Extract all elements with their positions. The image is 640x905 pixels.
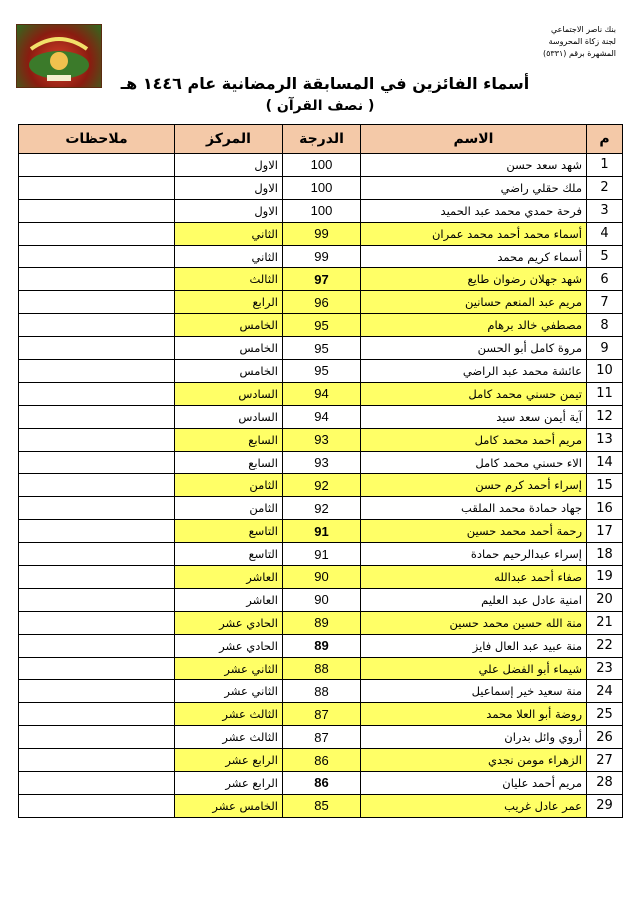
winner-rank: الخامس <box>175 360 283 383</box>
table-row <box>19 405 623 428</box>
winner-name: امنية عادل عبد العليم <box>361 588 587 611</box>
table-row <box>19 268 623 291</box>
winner-name: شهد جهلان رضوان طايع <box>361 268 587 291</box>
winner-notes <box>19 405 175 428</box>
table-row <box>19 291 623 314</box>
winner-rank: الخامس <box>175 337 283 360</box>
row-number: 15 <box>587 474 623 497</box>
winner-score: 93 <box>283 451 361 474</box>
winner-name: فرحة حمدي محمد عبد الحميد <box>361 199 587 222</box>
winner-rank: الثاني <box>175 222 283 245</box>
winner-name: عائشة محمد عبد الراضي <box>361 360 587 383</box>
table-row <box>19 245 623 268</box>
winner-notes <box>19 222 175 245</box>
winner-name: الزهراء مومن نجدي <box>361 749 587 772</box>
winner-name: أسماء كريم محمد <box>361 245 587 268</box>
row-number: 11 <box>587 382 623 405</box>
winner-score: 100 <box>283 154 361 177</box>
winner-name: رحمة أحمد محمد حسين <box>361 520 587 543</box>
table-row <box>19 703 623 726</box>
winner-score: 95 <box>283 360 361 383</box>
winner-rank: الثامن <box>175 474 283 497</box>
row-number: 13 <box>587 428 623 451</box>
table-row <box>19 611 623 634</box>
winner-score: 90 <box>283 566 361 589</box>
winner-rank: العاشر <box>175 566 283 589</box>
table-row <box>19 428 623 451</box>
winner-rank: الاول <box>175 176 283 199</box>
winner-notes <box>19 657 175 680</box>
winner-rank: الرابع <box>175 291 283 314</box>
row-number: 16 <box>587 497 623 520</box>
winner-score: 100 <box>283 199 361 222</box>
row-number: 26 <box>587 726 623 749</box>
row-number: 23 <box>587 657 623 680</box>
winner-notes <box>19 520 175 543</box>
winner-name: شيماء أبو الفضل علي <box>361 657 587 680</box>
org-line-1: بنك ناصر الاجتماعي <box>551 25 616 34</box>
winner-rank: السادس <box>175 405 283 428</box>
row-number: 14 <box>587 451 623 474</box>
winner-rank: الثالث <box>175 268 283 291</box>
winner-notes <box>19 154 175 177</box>
winner-notes <box>19 474 175 497</box>
winner-notes <box>19 428 175 451</box>
table-row <box>19 382 623 405</box>
winner-name: جهاد حمادة محمد الملقب <box>361 497 587 520</box>
row-number: 3 <box>587 199 623 222</box>
winner-rank: الثالث عشر <box>175 726 283 749</box>
winner-name: مريم عبد المنعم حسانين <box>361 291 587 314</box>
winner-notes <box>19 291 175 314</box>
winner-rank: الرابع عشر <box>175 749 283 772</box>
winner-name: مريم أحمد محمد كامل <box>361 428 587 451</box>
winner-score: 97 <box>283 268 361 291</box>
table-row <box>19 176 623 199</box>
winner-score: 99 <box>283 245 361 268</box>
winner-score: 88 <box>283 657 361 680</box>
winner-score: 92 <box>283 474 361 497</box>
winner-notes <box>19 314 175 337</box>
row-number: 7 <box>587 291 623 314</box>
row-number: 19 <box>587 566 623 589</box>
table-row <box>19 360 623 383</box>
table-row <box>19 497 623 520</box>
winner-name: منة سعيد خير إسماعيل <box>361 680 587 703</box>
winner-name: إسراء عبدالرحيم حمادة <box>361 543 587 566</box>
winner-notes <box>19 451 175 474</box>
row-number: 8 <box>587 314 623 337</box>
winner-notes <box>19 634 175 657</box>
row-number: 10 <box>587 360 623 383</box>
winner-notes <box>19 360 175 383</box>
table-row <box>19 314 623 337</box>
winner-name: صفاء أحمد عبدالله <box>361 566 587 589</box>
column-header-score: الدرجة <box>283 125 361 154</box>
table-row <box>19 588 623 611</box>
row-number: 5 <box>587 245 623 268</box>
row-number: 27 <box>587 749 623 772</box>
winner-name: عمر عادل غريب <box>361 794 587 817</box>
winner-notes <box>19 199 175 222</box>
org-line-2: لجنة زكاة المحروسة <box>548 37 616 46</box>
winner-rank: العاشر <box>175 588 283 611</box>
table-row <box>19 772 623 795</box>
table-header-row <box>19 125 623 154</box>
winner-rank: السابع <box>175 428 283 451</box>
organization-logo <box>16 24 102 88</box>
winner-name: أروي وائل بدران <box>361 726 587 749</box>
row-number: 29 <box>587 794 623 817</box>
table-row <box>19 657 623 680</box>
winner-rank: الخامس <box>175 314 283 337</box>
table-row <box>19 634 623 657</box>
winner-score: 99 <box>283 222 361 245</box>
winner-rank: التاسع <box>175 543 283 566</box>
winner-rank: السابع <box>175 451 283 474</box>
winner-rank: التاسع <box>175 520 283 543</box>
table-row <box>19 794 623 817</box>
winner-name: شهد سعد حسن <box>361 154 587 177</box>
winner-notes <box>19 382 175 405</box>
row-number: 6 <box>587 268 623 291</box>
row-number: 24 <box>587 680 623 703</box>
winner-score: 91 <box>283 543 361 566</box>
winner-name: مروة كامل أبو الحسن <box>361 337 587 360</box>
winner-score: 94 <box>283 382 361 405</box>
row-number: 20 <box>587 588 623 611</box>
org-line-3: المشهرة برقم (٥٣٣١) <box>542 49 616 58</box>
table-row <box>19 543 623 566</box>
winner-score: 86 <box>283 772 361 795</box>
winner-name: روضة أبو العلا محمد <box>361 703 587 726</box>
winner-score: 89 <box>283 634 361 657</box>
winner-notes <box>19 703 175 726</box>
page-subtitle: ( نصف القرآن ) <box>265 98 375 114</box>
winner-notes <box>19 772 175 795</box>
winner-rank: الحادي عشر <box>175 611 283 634</box>
winner-score: 85 <box>283 794 361 817</box>
winner-notes <box>19 543 175 566</box>
winner-rank: الثاني عشر <box>175 657 283 680</box>
winner-notes <box>19 176 175 199</box>
winner-score: 87 <box>283 703 361 726</box>
table-row <box>19 726 623 749</box>
winner-notes <box>19 726 175 749</box>
winner-notes <box>19 268 175 291</box>
winner-score: 89 <box>283 611 361 634</box>
row-number: 17 <box>587 520 623 543</box>
column-header-num: م <box>587 125 623 154</box>
winner-rank: الاول <box>175 154 283 177</box>
winner-score: 95 <box>283 337 361 360</box>
table-row <box>19 154 623 177</box>
winner-notes <box>19 588 175 611</box>
table-row <box>19 680 623 703</box>
winner-name: الاء حسني محمد كامل <box>361 451 587 474</box>
row-number: 25 <box>587 703 623 726</box>
winner-rank: الحادي عشر <box>175 634 283 657</box>
winner-rank: الثاني <box>175 245 283 268</box>
table-row <box>19 199 623 222</box>
column-header-name: الاسم <box>361 125 587 154</box>
row-number: 9 <box>587 337 623 360</box>
table-row <box>19 520 623 543</box>
winner-score: 94 <box>283 405 361 428</box>
column-header-rank: المركز <box>175 125 283 154</box>
row-number: 4 <box>587 222 623 245</box>
winner-name: آية أيمن سعد سيد <box>361 405 587 428</box>
winner-name: تيمن حسني محمد كامل <box>361 382 587 405</box>
row-number: 28 <box>587 772 623 795</box>
winner-notes <box>19 680 175 703</box>
row-number: 18 <box>587 543 623 566</box>
winner-score: 88 <box>283 680 361 703</box>
table-row <box>19 474 623 497</box>
table-row <box>19 566 623 589</box>
winner-rank: الخامس عشر <box>175 794 283 817</box>
row-number: 12 <box>587 405 623 428</box>
winner-name: مصطفي خالد برهام <box>361 314 587 337</box>
winner-score: 100 <box>283 176 361 199</box>
organization-info <box>476 24 616 60</box>
winner-score: 95 <box>283 314 361 337</box>
column-header-notes: ملاحظات <box>19 125 175 154</box>
winners-table <box>18 124 623 818</box>
winner-notes <box>19 611 175 634</box>
winner-rank: الثاني عشر <box>175 680 283 703</box>
row-number: 21 <box>587 611 623 634</box>
winner-notes <box>19 245 175 268</box>
winner-name: أسماء محمد أحمد محمد عمران <box>361 222 587 245</box>
winner-notes <box>19 337 175 360</box>
table-row <box>19 451 623 474</box>
winner-name: منة عبيد عبد العال فايز <box>361 634 587 657</box>
winner-score: 90 <box>283 588 361 611</box>
table-row <box>19 222 623 245</box>
winner-name: ملك حقلي راضي <box>361 176 587 199</box>
winner-score: 86 <box>283 749 361 772</box>
logo-emblem-icon <box>17 25 101 87</box>
winner-rank: السادس <box>175 382 283 405</box>
row-number: 2 <box>587 176 623 199</box>
winner-rank: الرابع عشر <box>175 772 283 795</box>
winner-name: إسراء أحمد كرم حسن <box>361 474 587 497</box>
winner-notes <box>19 566 175 589</box>
winner-notes <box>19 497 175 520</box>
row-number: 22 <box>587 634 623 657</box>
table-row <box>19 749 623 772</box>
row-number: 1 <box>587 154 623 177</box>
winner-score: 91 <box>283 520 361 543</box>
winner-rank: الاول <box>175 199 283 222</box>
winner-rank: الثالث عشر <box>175 703 283 726</box>
winner-name: منة الله حسين محمد حسين <box>361 611 587 634</box>
winner-name: مريم أحمد عليان <box>361 772 587 795</box>
winner-score: 87 <box>283 726 361 749</box>
winner-score: 93 <box>283 428 361 451</box>
table-row <box>19 337 623 360</box>
winner-rank: الثامن <box>175 497 283 520</box>
winner-score: 92 <box>283 497 361 520</box>
winner-notes <box>19 794 175 817</box>
page-title: أسماء الفائزين في المسابقة الرمضانية عام ١٤٤٦ هـ <box>120 74 530 93</box>
winner-notes <box>19 749 175 772</box>
winner-score: 96 <box>283 291 361 314</box>
